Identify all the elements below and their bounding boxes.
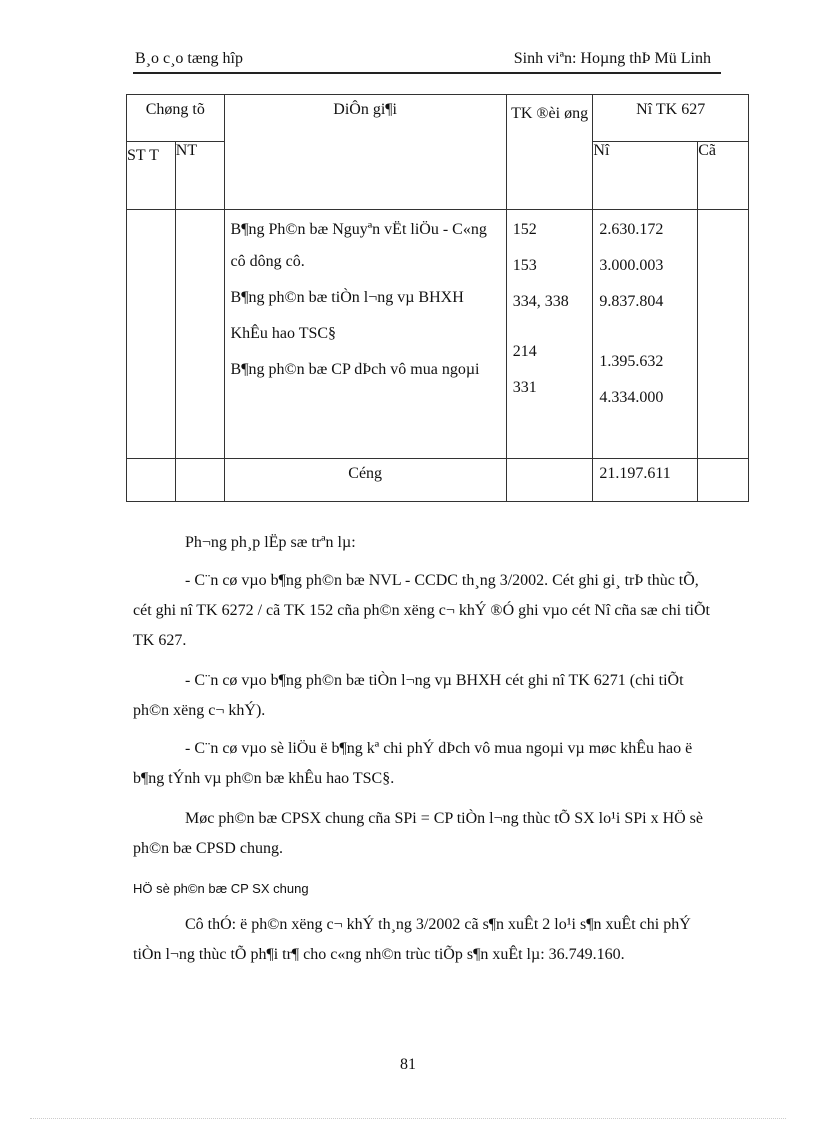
paragraph-coefficient: HÖ sè ph©n bæ CP SX chung <box>133 881 309 896</box>
header-nt: NT <box>175 142 224 210</box>
paragraph-allocation: Møc ph©n bæ CPSX chung cña SPi = CP tiÒn l¬ng thùc tÕ SX lo¹i SPi x HÖ sè ph©n bæ CPSD chung. <box>133 810 704 857</box>
total-nt <box>175 459 224 502</box>
page-number: 81 <box>400 1056 416 1073</box>
paragraph-method: Ph¬ng ph¸p lËp sæ trªn lµ: <box>185 534 356 551</box>
student-name: Sinh viªn: Hoµng thÞ Mü Linh <box>513 50 711 67</box>
paragraph-nvl: - C¨n cø vµo b¶ng ph©n bæ NVL - CCDC th¸ng 3/2002. Cét ghi gi¸ trÞ thùc tÕ, cét ghi nî TK 6272 / cã TK 152 cña ph©n xëng c¬ khÝ ®Ó ghi vµo cét Nî cña sæ chi tiÕt TK 627. <box>133 572 710 649</box>
header-dien-giai: DiÔn gi¶i <box>224 95 506 210</box>
account-item: 331 <box>512 379 537 396</box>
cell-nt <box>175 210 224 459</box>
amount-item: 3.000.003 <box>599 257 664 274</box>
header-no: Nî <box>593 142 698 210</box>
description-item: B¶ng Ph©n bæ Nguyªn vËt liÖu - C«ng cô dông cô. <box>230 221 487 270</box>
account-item: 214 <box>512 343 537 360</box>
footer-divider <box>30 1118 786 1119</box>
total-tk <box>506 459 593 502</box>
total-label: Céng <box>224 459 506 502</box>
total-co <box>698 459 749 502</box>
description-item: KhÊu hao TSC§ <box>230 325 337 342</box>
account-item: 153 <box>512 257 537 274</box>
account-item: 152 <box>512 221 537 238</box>
paragraph-services: - C¨n cø vµo sè liÖu ë b¶ng kª chi phÝ dÞch vô mua ngoµi vµ møc khÊu hao ë b¶ng tÝnh vµ ph©n bæ khÊu hao TSC§. <box>133 740 693 787</box>
total-value: 21.197.611 <box>593 459 698 502</box>
amount-item: 9.837.804 <box>599 293 664 310</box>
header-stt: ST T <box>127 142 176 210</box>
cell-stt <box>127 210 176 459</box>
header-tk-doi-ung: TK ®èi øng <box>506 95 593 210</box>
table-row <box>127 210 749 459</box>
total-row <box>127 459 749 502</box>
amount-item: 1.395.632 <box>599 353 664 370</box>
account-item: 334, 338 <box>512 293 569 310</box>
total-stt <box>127 459 176 502</box>
page-header <box>133 50 721 74</box>
ledger-table <box>126 94 749 502</box>
paragraph-salary: - C¨n cø vµo b¶ng ph©n bæ tiÒn l¬ng vµ BHXH cét ghi nî TK 6271 (chi tiÕt ph©n xëng c¬ khÝ). <box>133 672 684 719</box>
cell-accounts <box>506 210 593 459</box>
cell-descriptions <box>224 210 506 459</box>
description-item: B¶ng ph©n bæ tiÒn l¬ng vµ BHXH <box>230 289 464 306</box>
report-title: B¸o c¸o tæng hîp <box>135 50 243 67</box>
table-header-row <box>127 95 749 142</box>
header-chung-tu: Chøng tõ <box>127 95 225 142</box>
description-item: B¶ng ph©n bæ CP dÞch vô mua ngoµi <box>230 361 480 378</box>
cell-co <box>698 210 749 459</box>
paragraph-example: Cô thÓ: ë ph©n xëng c¬ khÝ th¸ng 3/2002 cã s¶n xuÊt 2 lo¹i s¶n xuÊt chi phÝ tiÒn l¬ng thùc tÕ ph¶i tr¶ cho c«ng nh©n trùc tiÕp s¶n xuÊt lµ: 36.749.160. <box>133 916 691 963</box>
header-no-tk-627: Nî TK 627 <box>593 95 749 142</box>
amount-item: 2.630.172 <box>599 221 664 238</box>
header-co: Cã <box>698 142 749 210</box>
cell-amounts <box>593 210 698 459</box>
amount-item: 4.334.000 <box>599 389 664 406</box>
